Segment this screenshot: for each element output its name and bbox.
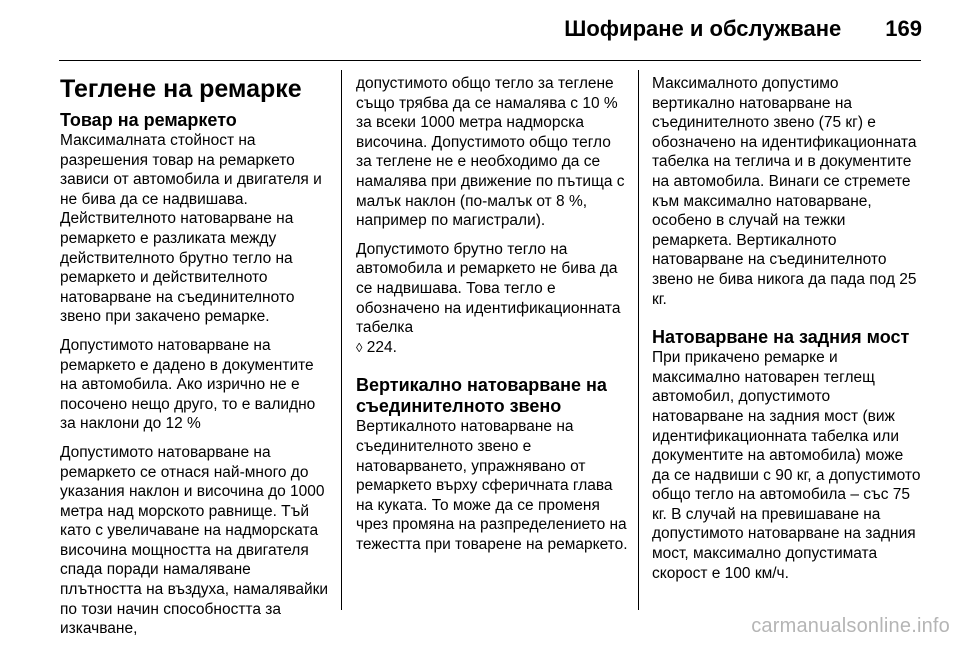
column-2 (356, 74, 628, 563)
paragraph: Максималното допустимо вертикално натоварване на съединителното звено (75 кг) е обозначено на идентификационната табелка на теглича и в документите на автомобила. Винаги се стремете към максимално натоварване, особено в случай на тежки ремаркета. Вертикалното натоварване на съединителното звено не бива никога да пада под 25 кг. (652, 75, 917, 308)
subtitle-vertical-load: Вертикално натоварване на съединителното звено (356, 375, 607, 417)
column-divider-2 (638, 70, 639, 610)
page-number: 169 (885, 16, 922, 41)
page-reference: 224. (366, 338, 397, 356)
column-3 (652, 74, 924, 592)
paragraph: Допустимото натоварване на ремаркето се отнася най-много до указания наклон и височина до 1000 метра над морското равнище. Тъй като с увеличаване на надморската височина мощността на двигателя спада поради намаляване плътността на въздуха, намалявайки по този начин способността за изкачване, (60, 443, 329, 638)
watermark: carmanualsonline.info (751, 615, 950, 637)
paragraph (356, 240, 628, 358)
section-title: Шофиране и обслужване (564, 16, 842, 41)
column-1 (60, 74, 332, 648)
subtitle-trailer-load: Товар на ремаркето (60, 110, 237, 130)
column-divider-1 (341, 70, 342, 610)
page-reference-arrow-icon: ◊ (356, 339, 363, 355)
main-title: Теглене на ремарке (60, 75, 302, 103)
header-rule (59, 60, 921, 61)
paragraph: Допустимото натоварване на ремаркето е дадено в документите на автомобила. Ако изрично не е посочено нещо друго, то е валидно за наклони до 12 % (60, 336, 316, 433)
paragraph: При прикачено ремарке и максимално натоварен теглещ автомобил, допустимото натоварване на задния мост (виж идентификационната табелка или документите на автомобила) може да се надвиши с 90 кг, а допустимото общо тегло на автомобила – със 75 кг. В случай на превишаване на допустимото натоварване на задния мост, максимално допустимата скорост е 100 км/ч. (652, 349, 921, 582)
paragraph: допустимото общо тегло за теглене също трябва да се намалява с 10 % за всеки 1000 метра надморска височина. Допустимото общо тегло за теглене не е необходимо да се намалява при движение по пътища с малък наклон (по-малък от 8 %, например по магистрали). (356, 75, 625, 230)
paragraph-text: Допустимото брутно тегло на автомобила и ремаркето не бива да се надвишава. Това тегло е обозначено на идентификационната табелка (356, 240, 621, 337)
subtitle-rear-axle-load: Натоварване на задния мост (652, 327, 910, 348)
paragraph: Максималната стойност на разрешения товар на ремаркето зависи от автомобила и двигателя и не бива да се надвишава. Действителното натоварване на ремаркето е разликата между действителното брутно тегло на ремаркето и действителното натоварване на съединителното звено при закачено ремарке. (60, 132, 322, 326)
running-header (0, 16, 922, 50)
paragraph: Вертикалното натоварване на съединителното звено е натоварването, упражнявано от ремаркето върху сферичната глава на куката. То може да се променя чрез промяна на разпределението на тежестта при товарене на ремаркето. (356, 418, 628, 553)
